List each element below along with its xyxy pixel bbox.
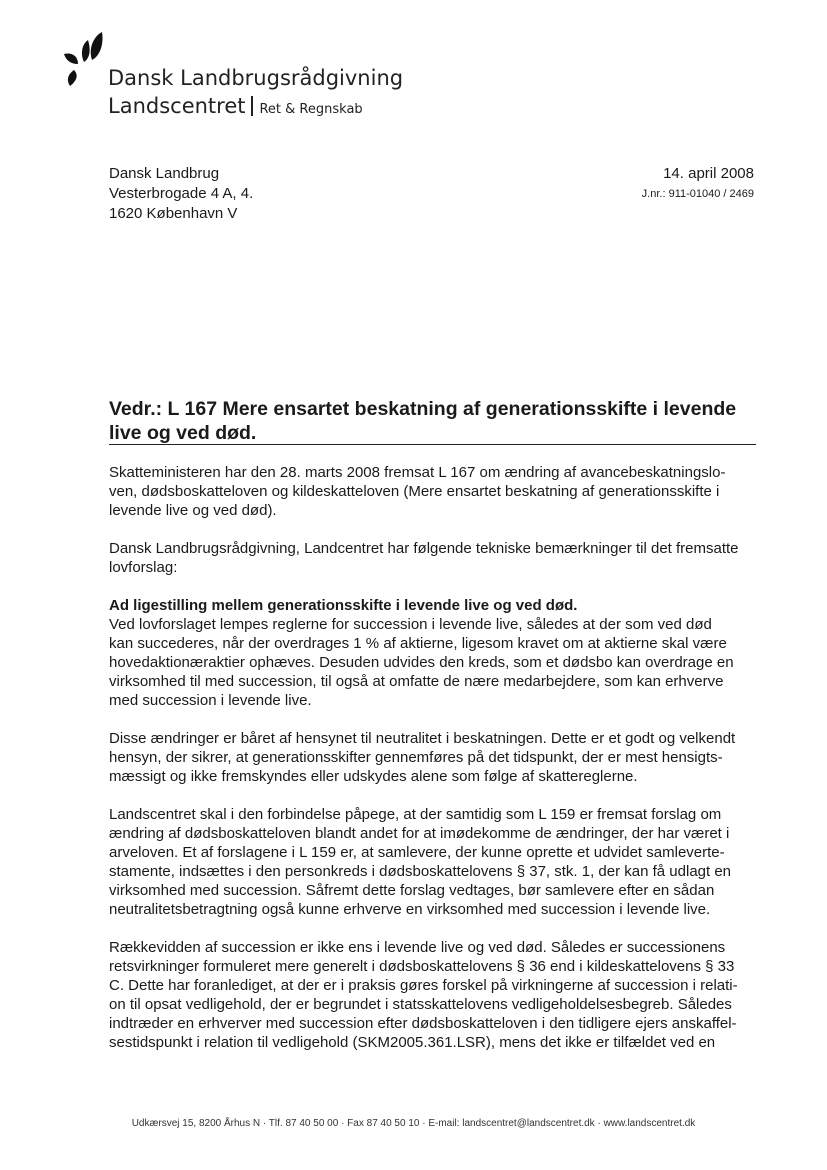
letterhead-main: Landscentret xyxy=(108,94,246,118)
text-line: ven, dødsboskatteloven og kildeskatteloven (Mere ensartet beskatning af generationsskifte i xyxy=(109,483,720,500)
text-line: Skatteministeren har den 28. marts 2008 fremsat L 167 om ændring af avancebeskatningslo- xyxy=(109,464,726,481)
letter-body xyxy=(109,463,759,1052)
section-heading: Ad ligestilling mellem generationsskifte i levende live og ved død. xyxy=(109,597,578,614)
paragraph-5 xyxy=(109,805,759,919)
text-line: sestidspunkt i relation til vedligehold (SKM2005.361.LSR), mens det ikke er tilfældet ved en xyxy=(109,1034,716,1051)
text-line: hensyn, der sikrer, at generationsskifter gennemføres på det tidspunkt, der er mest hensigts- xyxy=(109,749,723,766)
letterhead-department: Ret & Regnskab xyxy=(259,102,363,117)
paragraph-1 xyxy=(109,463,759,520)
text-line: indtræder en erhverver med succession efter dødsboskatteloven i den tidligere ejers anskaffel- xyxy=(109,1015,737,1032)
text-line: mæssigt og ikke fremskyndes eller udskydes alene som følge af skattereglerne. xyxy=(109,768,638,785)
text-line: arveloven. Et af forslagene i L 159 er, at samlevere, der kunne oprette et udvidet samleverte- xyxy=(109,844,725,861)
text-line: virksomhed til med succession, til også at omfatte de nære medarbejdere, som kan erhverve xyxy=(109,673,724,690)
leaf-logo-icon xyxy=(64,30,104,86)
text-line: C. Dette har foranlediget, at der er i praksis gøres forskel på virkningerne af succession i relati- xyxy=(109,977,738,994)
text-line: hovedaktionæraktier ophæves. Desuden udvides den kreds, som et dødsbo kan overdrage en xyxy=(109,654,734,671)
text-line: Disse ændringer er båret af hensynet til neutralitet i beskatningen. Dette er et godt og velkendt xyxy=(109,730,736,747)
paragraph-4 xyxy=(109,729,759,786)
letter-date: 14. april 2008 xyxy=(663,165,754,182)
page-footer: Udkærsvej 15, 8200 Århus N · Tlf. 87 40 50 00 · Fax 87 40 50 10 · E-mail: landscentret@landscentret.dk · www.landscentret.dk xyxy=(131,1118,696,1129)
paragraph-6 xyxy=(109,938,759,1052)
paragraph-2 xyxy=(109,539,759,577)
text-line: Dansk Landbrugsrådgivning, Landcentret har følgende tekniske bemærkninger til det fremsatte xyxy=(109,540,739,557)
text-line: lovforslag: xyxy=(109,559,178,576)
journal-number: J.nr.: 911-01040 / 2469 xyxy=(641,188,754,200)
text-line: stamente, indsættes i den personkreds i dødsboskattelovens § 37, stk. 1, der kan få udlagt en xyxy=(109,863,732,880)
recipient-city: 1620 København V xyxy=(109,205,238,222)
text-line: neutralitetsbetragtning også kunne erhverve en virksomhed med succession i levende live. xyxy=(109,901,711,918)
paragraph-3 xyxy=(109,596,759,710)
letterhead-divider xyxy=(251,96,253,116)
text-line: Rækkevidden af succession er ikke ens i levende live og ved død. Således er successionens xyxy=(109,939,726,956)
recipient-street: Vesterbrogade 4 A, 4. xyxy=(109,185,254,202)
subject-heading: Vedr.: L 167 Mere ensartet beskatning af generationsskifte i levende live og ved død. xyxy=(109,398,737,444)
letterhead-subtitle xyxy=(108,94,363,118)
letterhead-title: Dansk Landbrugsrådgivning xyxy=(108,66,404,90)
text-line: med succession i levende live. xyxy=(109,692,312,709)
text-line: on til opsat vedligehold, der er begrundet i statsskattelovens vedligeholdelsesbegreb. Således xyxy=(109,996,732,1013)
text-line: kan succederes, når der overdrages 1 % af aktierne, ligesom kravet om at aktierne skal være xyxy=(109,635,727,652)
recipient-address xyxy=(109,164,253,224)
subject-underline xyxy=(109,444,756,445)
text-line: virksomhed med succession. Såfremt dette forslag vedtages, bør samlevere efter en sådan xyxy=(109,882,715,899)
date-block xyxy=(642,164,754,202)
text-line: levende live og ved død). xyxy=(109,502,277,519)
recipient-name: Dansk Landbrug xyxy=(109,165,220,182)
text-line: retsvirkninger formuleret mere generelt i dødsboskattelovens § 36 end i kildeskattelovens § 33 xyxy=(109,958,735,975)
text-line: ændring af dødsboskatteloven blandt andet for at imødekomme de ændringer, der har været i xyxy=(109,825,730,842)
text-line: Ved lovforslaget lempes reglerne for succession i levende live, således at der som ved død xyxy=(109,616,712,633)
text-line: Landscentret skal i den forbindelse påpege, at der samtidig som L 159 er fremsat forslag om xyxy=(109,806,722,823)
